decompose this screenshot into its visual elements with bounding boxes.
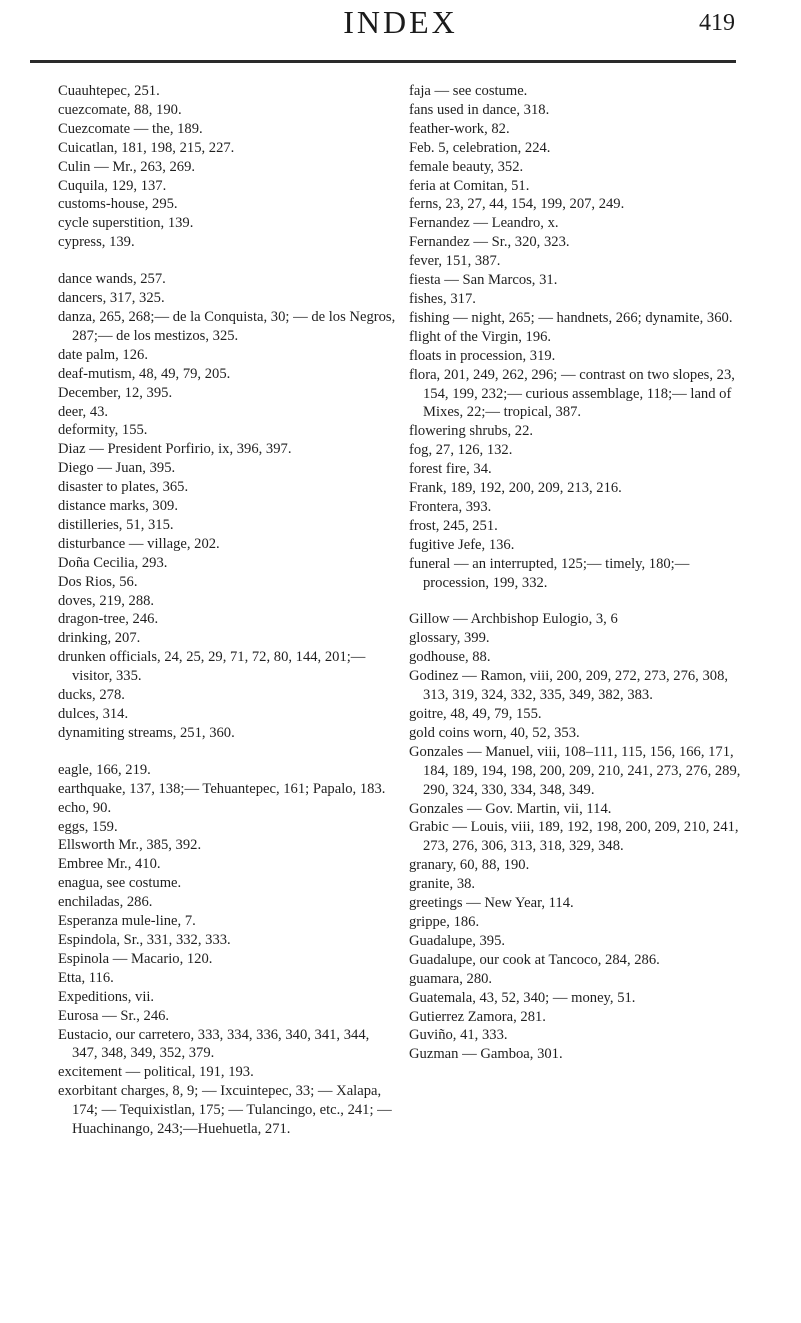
index-entry: date palm, 126.: [58, 346, 148, 363]
index-entry: fishing — night, 265; — handnets, 266; dynamite, 360.: [409, 309, 733, 326]
index-entry: guamara, 280.: [409, 970, 493, 987]
index-entry: flowering shrubs, 22.: [409, 423, 534, 440]
index-entry: Espinola — Macario, 120.: [58, 950, 213, 967]
index-entry: cycle superstition, 139.: [58, 215, 194, 232]
index-entry: funeral — an interrupted, 125;— timely, 180;— procession, 199, 332.: [409, 555, 690, 591]
index-entry: flora, 201, 249, 262, 296; — contrast on two slopes, 23, 154, 199, 232;— curious assemblage, 118;— land of Mixes, 22;— tropical, 387.: [409, 366, 735, 421]
index-entry: Eurosa — Sr., 246.: [58, 1007, 170, 1024]
index-entry: danza, 265, 268;— de la Conquista, 30; — de los Negros, 287;— de los mestizos, 325.: [58, 308, 396, 344]
index-entry: echo, 90.: [58, 799, 112, 816]
index-entry: Grabic — Louis, viii, 189, 192, 198, 200, 209, 210, 241, 273, 276, 306, 313, 318, 329, 348.: [409, 819, 739, 855]
index-entry: disaster to plates, 365.: [58, 479, 189, 496]
index-entry: Godinez — Ramon, viii, 200, 209, 272, 273, 276, 308, 313, 319, 324, 332, 335, 349, 382, 383.: [409, 668, 729, 704]
index-entry: Fernandez — Sr., 320, 323.: [409, 234, 570, 251]
index-entry: Doña Cecilia, 293.: [58, 554, 168, 571]
index-entry: Frank, 189, 192, 200, 209, 213, 216.: [409, 480, 622, 497]
page-header: [0, 0, 801, 70]
index-entry: enchiladas, 286.: [58, 894, 153, 911]
index-entry: earthquake, 137, 138;— Tehuantepec, 161; Papalo, 183.: [58, 780, 386, 797]
index-entry: dancers, 317, 325.: [58, 290, 165, 307]
index-entry: Cuezcomate — the, 189.: [58, 120, 203, 137]
index-entry: cypress, 139.: [58, 234, 135, 251]
index-entry: granite, 38.: [409, 876, 476, 893]
index-entry: Guzman — Gamboa, 301.: [409, 1046, 563, 1063]
index-entry: glossary, 399.: [409, 630, 490, 647]
index-entry: grippe, 186.: [409, 913, 480, 930]
index-entry: Gutierrez Zamora, 281.: [409, 1008, 546, 1025]
index-entry: Cuauhtepec, 251.: [58, 83, 160, 99]
section-gap: [409, 592, 751, 610]
index-entry: Etta, 116.: [58, 969, 114, 986]
index-entry: fog, 27, 126, 132.: [409, 442, 513, 459]
index-entry: enagua, see costume.: [58, 875, 182, 892]
index-entry: drinking, 207.: [58, 630, 141, 647]
index-entry: Guviño, 41, 333.: [409, 1027, 508, 1044]
index-entry: eagle, 166, 219.: [58, 761, 151, 778]
index-entry: Embree Mr., 410.: [58, 856, 161, 873]
index-entry: distilleries, 51, 315.: [58, 516, 174, 533]
index-entry: deformity, 155.: [58, 422, 148, 439]
index-entry: greetings — New Year, 114.: [409, 895, 574, 912]
index-entry: Gonzales — Manuel, viii, 108–111, 115, 156, 166, 171, 184, 189, 194, 198, 200, 209, 210, 241, 273, 276, 289, 290, 324, 330, 334, 348, 349.: [409, 743, 741, 798]
index-entry: Eustacio, our carretero, 333, 334, 336, 340, 341, 344, 347, 348, 349, 352, 379.: [58, 1026, 370, 1062]
index-entry: doves, 219, 288.: [58, 592, 155, 609]
index-column-right: [409, 82, 751, 1064]
index-entry: eggs, 159.: [58, 818, 118, 835]
index-entry: faja — see costume.: [409, 83, 528, 99]
index-entry: female beauty, 352.: [409, 158, 524, 175]
index-entry: dynamiting streams, 251, 360.: [58, 724, 235, 741]
index-entry: forest fire, 34.: [409, 461, 492, 478]
index-entry: Guatemala, 43, 52, 340; — money, 51.: [409, 989, 636, 1006]
index-entry: December, 12, 395.: [58, 384, 173, 401]
index-entry: granary, 60, 88, 190.: [409, 857, 530, 874]
index-entry: dragon-tree, 246.: [58, 611, 159, 628]
index-entry: drunken officials, 24, 25, 29, 71, 72, 80, 144, 201;— visitor, 335.: [58, 649, 366, 685]
index-entry: deaf-mutism, 48, 49, 79, 205.: [58, 365, 231, 382]
index-entry: Guadalupe, our cook at Tancoco, 284, 286.: [409, 951, 660, 968]
index-entry: Frontera, 393.: [409, 498, 492, 515]
index-entry: customs-house, 295.: [58, 196, 178, 213]
index-entry: Fernandez — Leandro, x.: [409, 215, 559, 232]
index-entry: cuezcomate, 88, 190.: [58, 101, 182, 118]
section-gap: [58, 743, 398, 761]
index-entry: Ellsworth Mr., 385, 392.: [58, 837, 202, 854]
index-entry: Dos Rios, 56.: [58, 573, 138, 590]
index-entry: fans used in dance, 318.: [409, 101, 550, 118]
header-rule: [30, 60, 736, 63]
index-entry: Esperanza mule-line, 7.: [58, 913, 196, 930]
index-entry: goitre, 48, 49, 79, 155.: [409, 706, 542, 722]
index-entry: distance marks, 309.: [58, 498, 178, 515]
index-entry: Cuquila, 129, 137.: [58, 177, 167, 194]
index-entry: frost, 245, 251.: [409, 517, 498, 534]
index-entry: fugitive Jefe, 136.: [409, 536, 515, 553]
index-entry: deer, 43.: [58, 403, 109, 420]
index-entry: floats in procession, 319.: [409, 347, 556, 364]
index-entry: flight of the Virgin, 196.: [409, 328, 552, 345]
index-entry: fishes, 317.: [409, 290, 476, 307]
index-entry: Diaz — President Porfirio, ix, 396, 397.: [58, 441, 292, 458]
index-entry: Gillow — Archbishop Eulogio, 3, 6: [409, 611, 618, 628]
index-entry: exorbitant charges, 8, 9; — Ixcuintepec, 33; — Xalapa, 174; — Tequixistlan, 175; — Tulancingo, etc., 241; —Huachinango, 243;—Huehuetla, 271.: [58, 1083, 392, 1138]
index-entry: feria at Comitan, 51.: [409, 177, 530, 194]
index-entry: feather-work, 82.: [409, 120, 510, 137]
index-entry: disturbance — village, 202.: [58, 535, 220, 552]
index-entry: Feb. 5, celebration, 224.: [409, 139, 551, 156]
index-entry: Cuicatlan, 181, 198, 215, 227.: [58, 139, 235, 156]
index-entry: Expeditions, vii.: [58, 988, 155, 1005]
index-entry: Espindola, Sr., 331, 332, 333.: [58, 931, 231, 948]
index-entry: fiesta — San Marcos, 31.: [409, 272, 558, 289]
index-column-left: [58, 82, 398, 1139]
index-entry: Guadalupe, 395.: [409, 932, 506, 949]
index-entry: Culin — Mr., 263, 269.: [58, 158, 196, 175]
index-entry: dulces, 314.: [58, 706, 129, 722]
index-entry: godhouse, 88.: [409, 649, 491, 666]
page-title: INDEX: [343, 4, 458, 40]
section-gap: [58, 252, 398, 270]
index-entry: excitement — political, 191, 193.: [58, 1064, 254, 1081]
index-entry: dance wands, 257.: [58, 271, 166, 288]
index-entry: Diego — Juan, 395.: [58, 460, 176, 477]
index-entry: Gonzales — Gov. Martin, vii, 114.: [409, 800, 612, 817]
index-entry: fever, 151, 387.: [409, 253, 501, 270]
index-entry: ducks, 278.: [58, 687, 125, 704]
page-number: 419: [699, 10, 735, 36]
index-entry: ferns, 23, 27, 44, 154, 199, 207, 249.: [409, 196, 625, 213]
index-entry: gold coins worn, 40, 52, 353.: [409, 724, 580, 741]
